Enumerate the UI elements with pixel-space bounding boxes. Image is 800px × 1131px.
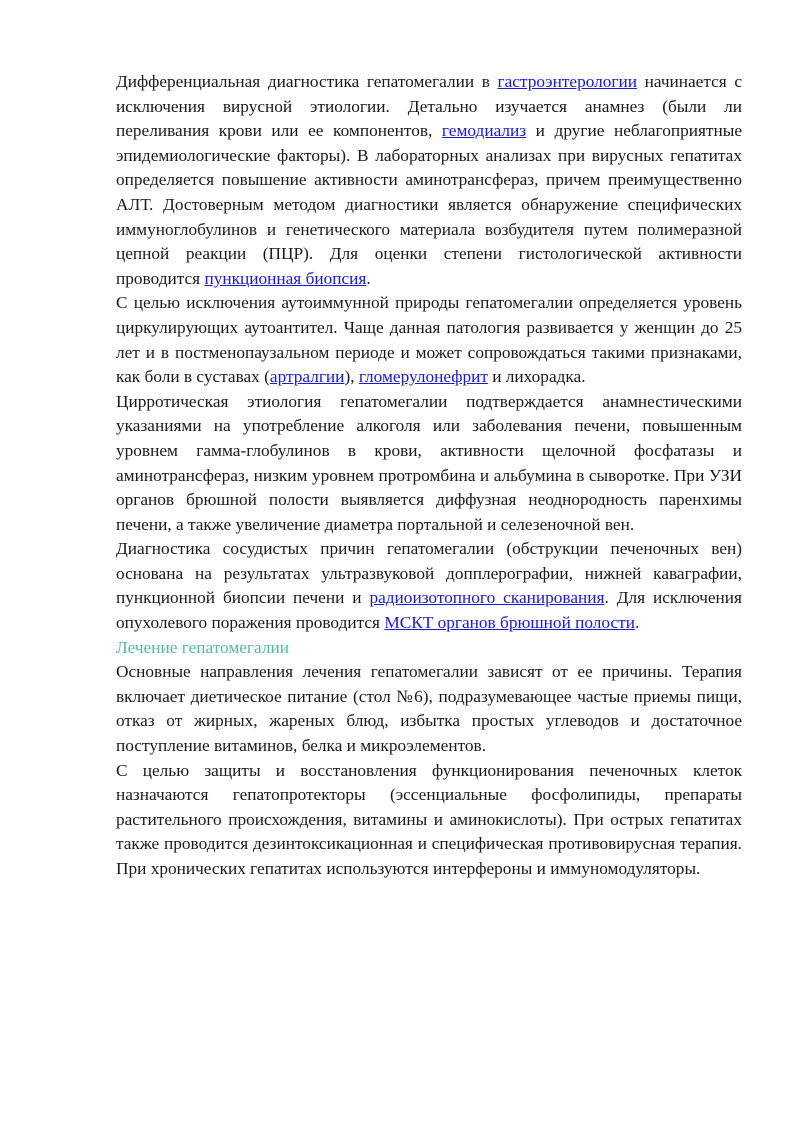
inline-link[interactable]: гастроэнтерологии (497, 72, 637, 91)
inline-link[interactable]: пункционная биопсия (204, 268, 367, 288)
text-run: . (366, 268, 371, 288)
text-run: Дифференциальная диагностика гепатомегалии в (116, 72, 498, 91)
inline-link[interactable]: радиоизотопного сканирования (369, 588, 605, 608)
paragraph (116, 537, 742, 635)
text-run: и лихорадка. (487, 367, 586, 387)
paragraph (116, 291, 742, 389)
text-run: С целью исключения аутоиммунной природы гепатомегалии определяется уровень циркулирующих аутоантител. Чаще данная патология развивается у женщин до 25 лет и в постменопаузальном периоде и может сопровождаться такими признаками, как боли в суставах ( (116, 293, 742, 387)
document-body (116, 70, 742, 882)
text-run: . (634, 613, 640, 633)
text-run: Диагностика сосудистых причин гепатомегалии (обструкции печеночных вен) основана на результатах ультразвуковой допплерографии, нижней каваграфии, пункционной биопсии печени и (116, 539, 742, 608)
text-run: начинается с исключения вирусной этиологии. Детально изучается анамнез (были ли переливания крови или ее компонентов, (116, 72, 742, 141)
text-run: ), (344, 367, 359, 387)
section-heading: Лечение гепатомегалии (116, 637, 289, 657)
inline-link[interactable]: артралгии (269, 367, 345, 387)
paragraphs-before-heading (116, 70, 742, 636)
text-run: и другие неблагоприятные эпидемиологические факторы). В лабораторных анализах при вирусных гепатитах определяется повышение активности аминотрансфераз, причем преимущественно АЛТ. Достоверным методом диагностики является обнаружение специфических иммуноглобулинов и генетического материала возбудителя путем полимеразной цепной реакции (ПЦР). Для оценки степени гистологической активности проводится (116, 121, 743, 288)
inline-link[interactable]: МСКТ органов брюшной полости (384, 613, 635, 633)
paragraph (116, 759, 742, 882)
text-run: С целью защиты и восстановления функционирования печеночных клеток назначаются гепатопротекторы (эссенциальные фосфолипиды, препараты растительного происхождения, витамины и аминокислоты). При острых гепатитах также проводится дезинтоксикационная и специфическая противовирусная терапия. При хронических гепатитах используются интерфероны и иммуномодуляторы. (116, 760, 742, 878)
inline-link[interactable]: гломерулонефрит (358, 367, 488, 387)
text-run: Цирротическая этиология гепатомегалии подтверждается анамнестическими указаниями на употребление алкоголя или заболевания печени, повышенным уровнем гамма-глобулинов в крови, активности щелочной фосфатазы и аминотрансфераз, низким уровнем протромбина и альбумина в сыворотке. При УЗИ органов брюшной полости выявляется диффузная неоднородность паренхимы печени, а также увеличение диаметра портальной и селезеночной вен. (116, 391, 742, 534)
paragraph (116, 70, 742, 291)
paragraph (116, 390, 742, 538)
text-run: . Для исключения опухолевого поражения проводится (116, 588, 742, 633)
paragraph (116, 660, 742, 758)
inline-link[interactable]: гемодиализ (441, 121, 527, 141)
text-run: Основные направления лечения гепатомегалии зависят от ее причины. Терапия включает диетическое питание (стол №6), подразумевающее частые приемы пищи, отказ от жирных, жареных блюд, избытка простых углеводов и достаточное поступление витаминов, белка и микроэлементов. (116, 662, 742, 756)
paragraphs-after-heading (116, 660, 742, 881)
